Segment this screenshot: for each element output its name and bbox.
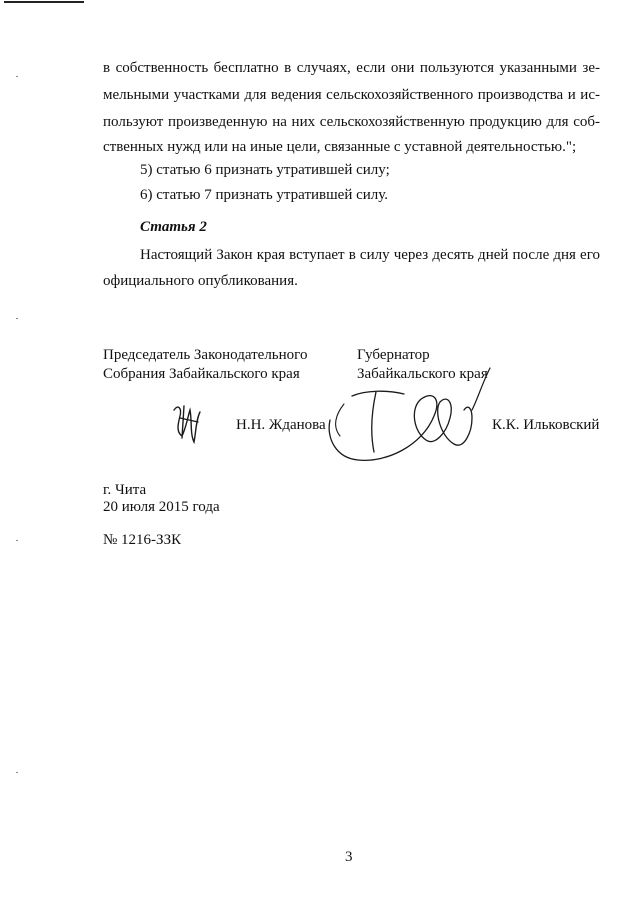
- top-edge-line: [4, 1, 84, 3]
- margin-mark: [16, 318, 18, 319]
- list-item: 6) статью 7 признать утратившей силу.: [140, 187, 389, 203]
- date: 20 июля 2015 года: [103, 499, 220, 515]
- signatory-name-left: Н.Н. Жданова: [236, 417, 326, 433]
- document-number: № 1216-ЗЗК: [103, 532, 182, 548]
- margin-mark: [16, 540, 18, 541]
- signature-right: [322, 360, 497, 465]
- margin-mark: [16, 772, 18, 773]
- page-number: 3: [345, 849, 353, 865]
- signature-left: [168, 398, 208, 450]
- article-heading: Статья 2: [140, 219, 207, 235]
- signatory-title-left: Собрания Забайкальского края: [103, 366, 300, 382]
- list-item: 5) статью 6 признать утратившей силу;: [140, 162, 390, 178]
- signatory-name-right: К.К. Ильковский: [492, 417, 600, 433]
- signatory-title-left: Председатель Законодательного: [103, 347, 308, 363]
- signatory-title-right: Забайкальского края: [357, 366, 488, 382]
- body-text-line: в собственность бесплатно в случаях, если они пользуются указанными зе-: [103, 60, 600, 76]
- margin-mark: [16, 76, 18, 77]
- body-text-line: пользуют произведенную на них сельскохозяйственную продукцию для соб-: [103, 114, 600, 130]
- body-text-line: официального опубликования.: [103, 273, 298, 289]
- signatory-title-right: Губернатор: [357, 347, 430, 363]
- place: г. Чита: [103, 482, 147, 498]
- body-text-line: ственных нужд или на иные цели, связанные с уставной деятельностью.";: [103, 139, 577, 155]
- body-text-line: Настоящий Закон края вступает в силу через десять дней после дня его: [140, 247, 600, 263]
- body-text-line: мельными участками для ведения сельскохозяйственного производства и ис-: [103, 87, 600, 103]
